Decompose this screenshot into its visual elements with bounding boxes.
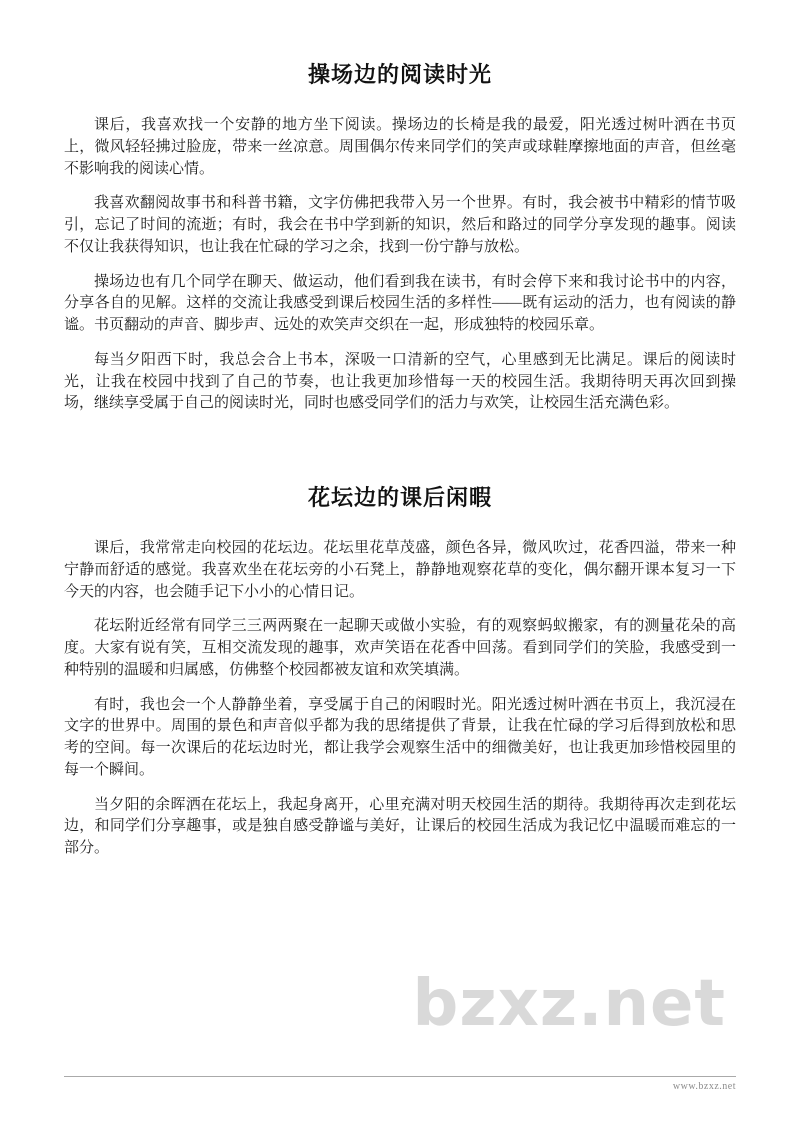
footer-divider: [64, 1076, 736, 1077]
essay-1-paragraph-2: 我喜欢翻阅故事书和科普书籍，文字仿佛把我带入另一个世界。有时，我会被书中精彩的情节吸引，忘记了时间的流逝；有时，我会在书中学到新的知识，然后和路过的同学分享发现的趣事。阅读不仅让我获得知识，也让我在忙碌的学习之余，找到一份宁静与放松。: [64, 195, 736, 255]
essay-2-paragraph-2: 花坛附近经常有同学三三两两聚在一起聊天或做小实验，有的观察蚂蚁搬家，有的测量花朵的高度。大家有说有笑，互相交流发现的趣事，欢声笑语在花香中回荡。看到同学们的笑脸，我感受到一种特别的温暖和归属感，仿佛整个校园都被友谊和欢笑填满。: [64, 618, 736, 678]
essay-2-paragraph-4: 当夕阳的余晖洒在花坛上，我起身离开，心里充满对明天校园生活的期待。我期待再次走到花坛边，和同学们分享趣事，或是独自感受静谧与美好，让课后的校园生活成为我记忆中温暖而难忘的一部分。: [64, 796, 736, 856]
essay-1-paragraph-1: 课后，我喜欢找一个安静的地方坐下阅读。操场边的长椅是我的最爱，阳光透过树叶洒在书页上，微风轻轻拂过脸庞，带来一丝凉意。周围偶尔传来同学们的笑声或球鞋摩擦地面的声音，但丝毫不影响我的阅读心情。: [64, 117, 736, 177]
essay-flowerbed-leisure: [64, 481, 736, 860]
footer-site-url: www.bzxz.net: [672, 1081, 736, 1092]
site-watermark: bzxz.net: [412, 967, 726, 1041]
essay-2-paragraph-3: 有时，我也会一个人静静坐着，享受属于自己的闲暇时光。阳光透过树叶洒在书页上，我沉浸在文字的世界中。周围的景色和声音似乎都为我的思绪提供了背景，让我在忙碌的学习后得到放松和思考的空间。每一次课后的花坛边时光，都让我学会观察生活中的细微美好，也让我更加珍惜校园里的每一个瞬间。: [64, 696, 736, 778]
essay-1-paragraph-3: 操场边也有几个同学在聊天、做运动，他们看到我在读书，有时会停下来和我讨论书中的内容，分享各自的见解。这样的交流让我感受到课后校园生活的多样性——既有运动的活力，也有阅读的静谧。书页翻动的声音、脚步声、远处的欢笑声交织在一起，形成独特的校园乐章。: [64, 273, 736, 333]
essay-1-title: 操场边的阅读时光: [307, 62, 492, 87]
essay-1-paragraph-4: 每当夕阳西下时，我总会合上书本，深吸一口清新的空气，心里感到无比满足。课后的阅读时光，让我在校园中找到了自己的节奏，也让我更加珍惜每一天的校园生活。我期待明天再次回到操场，继续享受属于自己的阅读时光，同时也感受同学们的活力与欢笑，让校园生活充满色彩。: [64, 351, 736, 412]
essay-2-paragraph-1: 课后，我常常走向校园的花坛边。花坛里花草茂盛，颜色各异，微风吹过，花香四溢，带来一种宁静而舒适的感觉。我喜欢坐在花坛旁的小石凳上，静静地观察花草的变化，偶尔翻开课本复习一下今天的内容，也会随手记下小小的心情日记。: [64, 540, 736, 600]
essay-2-title: 花坛边的课后闲暇: [307, 485, 492, 510]
page-footer: [64, 1076, 736, 1092]
essay-playground-reading: [64, 58, 736, 415]
